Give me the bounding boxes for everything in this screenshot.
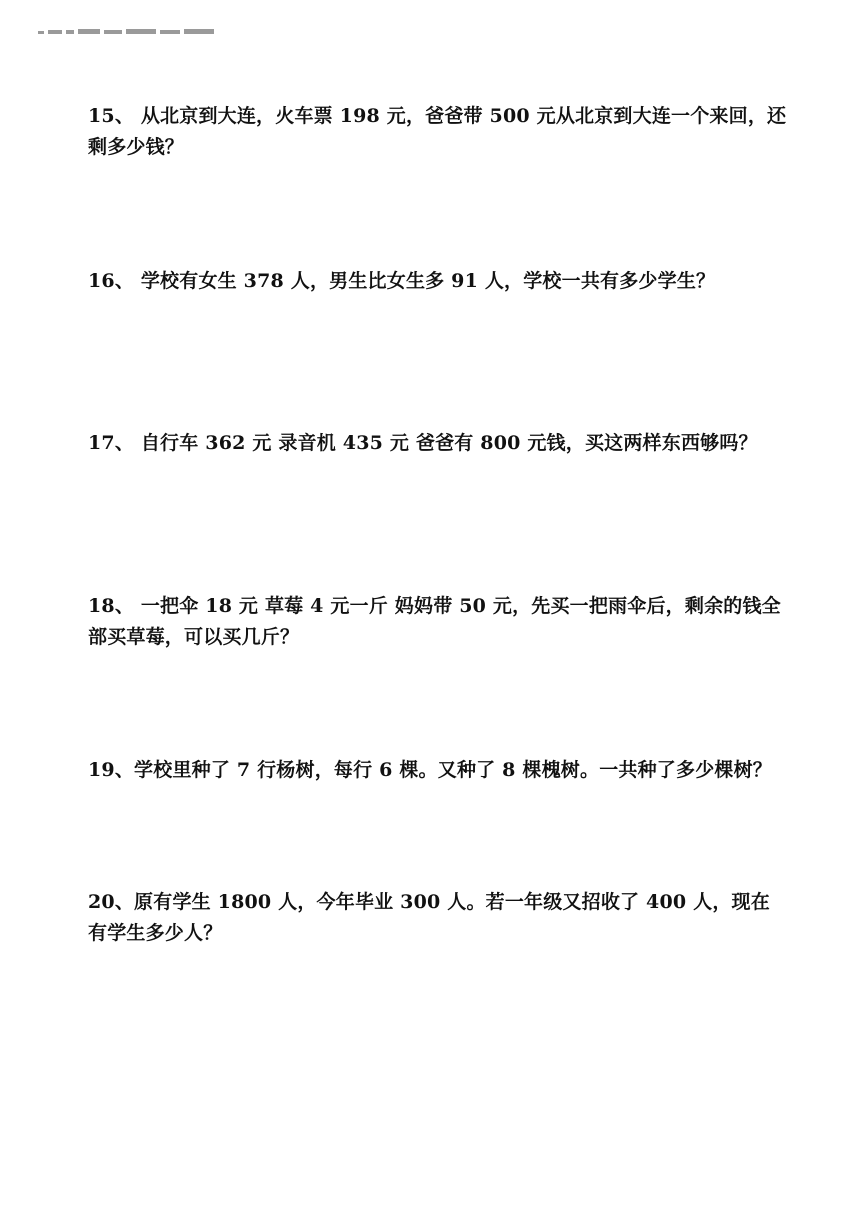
- problem-18: 18、 一把伞 18 元 草莓 4 元一斤 妈妈带 50 元，先买一把雨伞后，剩余的钱全部买草莓，可以买几斤？: [88, 595, 781, 648]
- problem-16: 16、 学校有女生 378 人，男生比女生多 91 人，学校一共有多少学生？: [88, 270, 716, 292]
- problem-19: 19、学校里种了 7 行杨树，每行 6 棵。又种了 8 棵槐树。一共种了多少棵树？: [88, 759, 772, 781]
- problem-15: 15、 从北京到大连，火车票 198 元，爸爸带 500 元从北京到大连一个来回，还剩多少钱？: [88, 105, 787, 158]
- header-scan-artifact: [38, 26, 218, 38]
- problem-17: 17、 自行车 362 元 录音机 435 元 爸爸有 800 元钱，买这两样东西够吗？: [88, 432, 758, 454]
- problem-20: 20、原有学生 1800 人，今年毕业 300 人。若一年级又招收了 400 人，现在有学生多少人？: [88, 891, 770, 944]
